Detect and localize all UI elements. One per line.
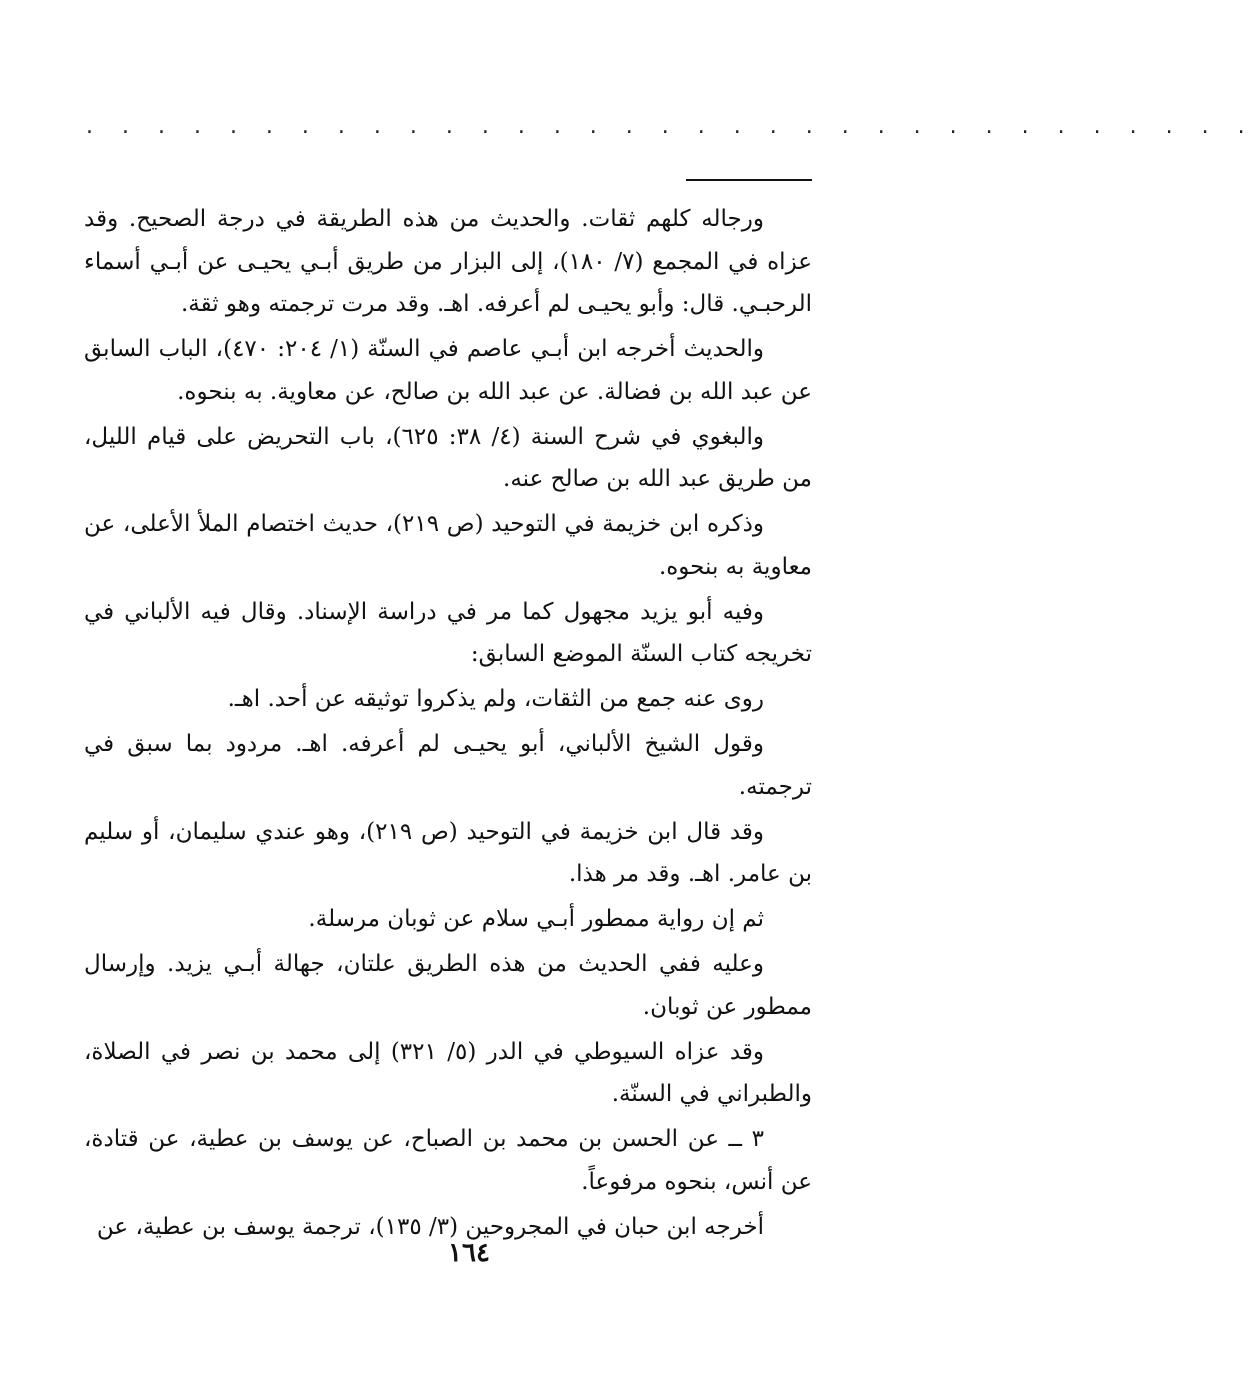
paragraph: وقد عزاه السيوطي في الدر (٥/ ٣٢١) إلى محمد بن نصر في الصلاة، والطبراني في السنّة. (84, 1038, 812, 1107)
paragraph: والحديث أخرجه ابن أبـي عاصم في السنّة (١/ ٢٠٤: ٤٧٠)، الباب السابق عن عبد الله بن فضالة. عن عبد الله بن صالح، عن معاوية. به بنحوه. (84, 336, 812, 405)
paragraph: ثم إن رواية ممطور أبـي سلام عن ثوبان مرسلة. (308, 906, 764, 932)
paragraph: أخرجه ابن حبان في المجروحين (٣/ ١٣٥)، ترجمة يوسف بن عطية، عن (96, 1213, 764, 1240)
page-body (84, 198, 812, 1251)
paragraph: ٣ ــ عن الحسن بن محمد بن الصباح، عن يوسف بن عطية، عن قتادة، عن أنس، بنحوه مرفوعاً. (84, 1126, 812, 1195)
paragraph: وقد قال ابن خزيمة في التوحيد (ص ٢١٩)، وهو عندي سليمان، أو سليم بن عامر. اهـ. وقد مر هذا. (84, 818, 812, 887)
paragraph: ورجاله كلهم ثقات. والحديث من هذه الطريقة في درجة الصحيح. وقد عزاه في المجمع (٧/ ١٨٠)، إلى البزار من طريق أبـي يحيـى عن أبـي أسماء الرحبـي. قال: وأبو يحيـى لم أعرفه. اهـ. وقد مرت ترجمته وهو ثقة. (84, 206, 812, 317)
paragraph: وفيه أبو يزيد مجهول كما مر في دراسة الإسناد. وقال فيه الألباني في تخريجه كتاب السنّة الموضع السابق: (84, 598, 812, 667)
page-number: ١٦٤ (448, 1238, 490, 1268)
paragraph: وقول الشيخ الألباني، أبو يحيـى لم أعرفه. اهـ. مردود بما سبق في ترجمته. (84, 731, 812, 800)
paragraph: وذكره ابن خزيمة في التوحيد (ص ٢١٩)، حديث اختصام الملأ الأعلى، عن معاوية به بنحوه. (84, 511, 812, 580)
footnote-rule (686, 179, 812, 181)
paragraph: وعليه ففي الحديث من هذه الطريق علتان، جهالة أبـي يزيد. وإرسال ممطور عن ثوبان. (84, 951, 812, 1020)
paragraph: والبغوي في شرح السنة (٤/ ٣٨: ٦٢٥)، باب التحريض على قيام الليل، من طريق عبد الله بن صالح عنه. (84, 423, 812, 492)
header-dotted-line: . . . . . . . . . . . . . . . . . . . . . . . . . . . . . . . . . (86, 114, 1256, 139)
quoted-paragraph: روى عنه جمع من الثقات، ولم يذكروا توثيقه عن أحد. اهـ. (227, 686, 764, 712)
